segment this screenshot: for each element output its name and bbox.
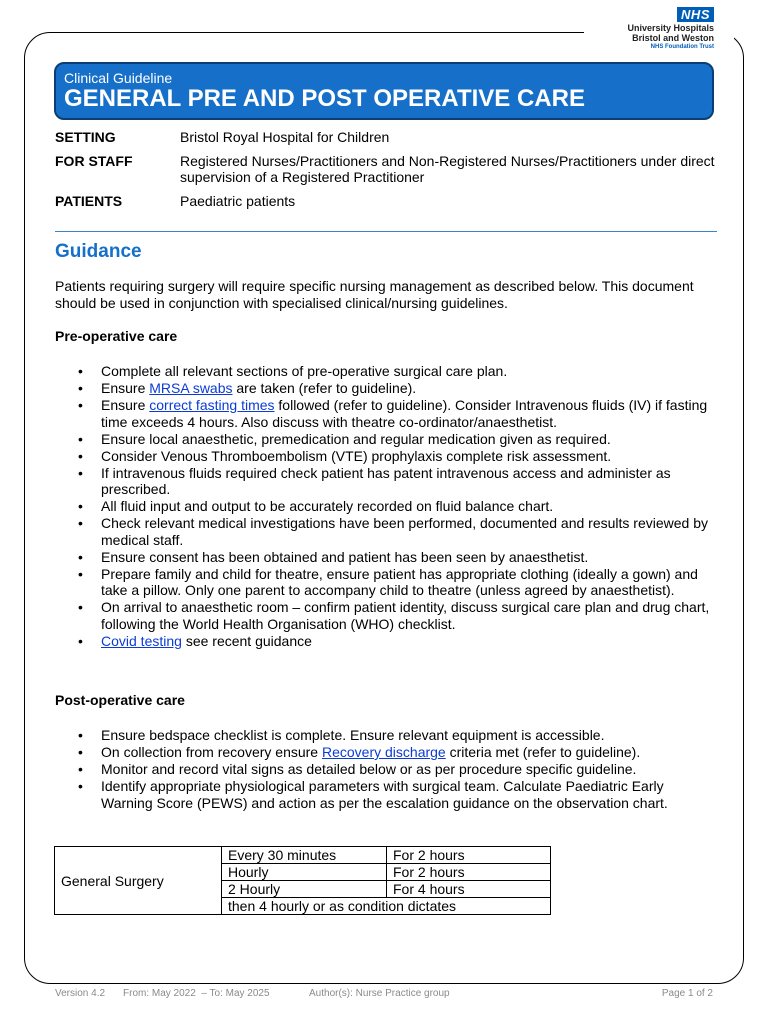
- bullet-icon: •: [78, 397, 83, 413]
- table-cell-duration: For 2 hours: [387, 864, 551, 881]
- meta-key: FOR STAFF: [55, 153, 133, 169]
- guidance-intro: Patients requiring surgery will require specific nursing management as described below. This document should be used in conjunction with specialised clinical/nursing guidelines.: [55, 278, 694, 311]
- item-text: If intravenous fluids required check patient has patent intravenous access and administer as prescribed.: [101, 464, 671, 497]
- pre-op-list: [56, 363, 718, 650]
- item-text: Complete all relevant sections of pre-operative surgical care plan.: [101, 363, 508, 379]
- list-item: [56, 515, 718, 548]
- banner-subtitle: Clinical Guideline: [64, 70, 173, 86]
- list-item: [56, 778, 718, 811]
- guidance-heading: Guidance: [55, 241, 142, 262]
- bullet-icon: •: [78, 565, 83, 582]
- table-cell-category: General Surgery: [55, 847, 222, 915]
- item-text: Ensure: [101, 397, 150, 413]
- bullet-icon: •: [78, 430, 83, 447]
- meta-key: SETTING: [55, 129, 116, 145]
- item-text: Ensure: [101, 380, 150, 396]
- item-text: criteria met (refer to guideline).: [445, 744, 641, 760]
- bullet-icon: •: [78, 447, 83, 464]
- table-row: [55, 847, 551, 864]
- logo-line-3: NHS Foundation Trust: [650, 44, 714, 50]
- list-item: [56, 380, 718, 397]
- pre-op-title: Pre-operative care: [55, 328, 178, 344]
- list-item: [56, 761, 718, 778]
- bullet-icon: •: [78, 632, 83, 649]
- footer-dates: From: May 2022 – To: May 2025: [123, 988, 270, 999]
- bullet-icon: •: [78, 599, 83, 615]
- observation-table: [54, 846, 551, 915]
- item-text: Ensure local anaesthetic, premedication and regular medication given as required.: [101, 430, 611, 447]
- item-text: Monitor and record vital signs as detailed below or as per procedure specific guideline.: [101, 761, 637, 777]
- bullet-icon: •: [78, 727, 83, 743]
- item-text: see recent guidance: [181, 632, 312, 649]
- bullet-icon: •: [78, 464, 83, 481]
- bullet-icon: •: [78, 744, 83, 760]
- item-text: are taken (refer to guideline).: [232, 380, 417, 396]
- recovery-discharge-link[interactable]: Recovery discharge: [321, 744, 446, 760]
- bullet-icon: •: [78, 498, 83, 514]
- bullet-icon: •: [78, 548, 83, 565]
- item-text: On collection from recovery ensure: [101, 744, 322, 760]
- section-divider: [55, 231, 717, 232]
- post-op-list: [56, 727, 718, 812]
- meta-value: Registered Nurses/Practitioners and Non-Registered Nurses/Practitioners under direct supervision of a Registered Practitioner: [180, 153, 715, 185]
- item-text: Consider Venous Thromboembolism (VTE) prophylaxis complete risk assessment.: [101, 447, 612, 464]
- bullet-icon: •: [78, 778, 83, 794]
- list-item: [56, 465, 718, 498]
- bullet-icon: •: [78, 380, 83, 396]
- item-text: On arrival to anaesthetic room – confirm patient identity, discuss surgical care plan and drug chart, following the World Health Organisation (WHO) checklist.: [101, 599, 710, 632]
- bullet-icon: •: [78, 515, 83, 531]
- table-cell-duration: For 2 hours: [387, 847, 551, 864]
- list-item: [56, 549, 718, 566]
- item-text: Identify appropriate physiological parameters with surgical team. Calculate Paediatric Early Warning Score (PEWS) and action as per the escalation guidance on the observation chart.: [101, 778, 668, 811]
- footer-version: Version 4.2: [55, 988, 106, 999]
- logo-line-2: Bristol and Weston: [632, 33, 714, 43]
- list-item: [56, 599, 718, 632]
- title-banner: [54, 62, 714, 120]
- list-item: [56, 744, 718, 761]
- meta-value: Bristol Royal Hospital for Children: [180, 129, 390, 145]
- footer-page: Page 1 of 2: [661, 988, 713, 999]
- table-cell-frequency: Every 30 minutes: [222, 847, 387, 864]
- list-item: [56, 727, 718, 744]
- logo-line-1: University Hospitals: [627, 23, 714, 33]
- item-text: Ensure bedspace checklist is complete. Ensure relevant equipment is accessible.: [101, 727, 605, 743]
- table-cell-frequency: 2 Hourly: [222, 881, 387, 898]
- mrsa-swabs-link[interactable]: MRSA swabs: [149, 380, 233, 396]
- list-item: [56, 498, 718, 515]
- item-text: Check relevant medical investigations have been performed, documented and results reviewed by medical staff.: [101, 515, 709, 548]
- page-title: GENERAL PRE AND POST OPERATIVE CARE: [64, 85, 585, 112]
- post-op-title: Post-operative care: [55, 692, 185, 708]
- list-item: [56, 397, 718, 430]
- list-item: [56, 448, 718, 465]
- list-item: [56, 431, 718, 448]
- table-cell-final: then 4 hourly or as condition dictates: [222, 898, 551, 915]
- table-cell-frequency: Hourly: [222, 864, 387, 881]
- list-item: [56, 363, 718, 380]
- item-text: All fluid input and output to be accurately recorded on fluid balance chart.: [101, 498, 554, 514]
- fasting-times-link[interactable]: correct fasting times: [149, 397, 275, 413]
- footer-authors: Author(s): Nurse Practice group: [309, 988, 450, 999]
- covid-testing-link[interactable]: Covid testing: [101, 632, 182, 649]
- item-text: Prepare family and child for theatre, ensure patient has appropriate clothing (ideally a gown) and take a pillow. Only one parent to accompany child to theatre (unless agreed by anaesthetist).: [101, 565, 698, 598]
- bullet-icon: •: [78, 363, 83, 379]
- item-text: followed (refer to guideline). Consider Intravenous fluids (IV) if fasting time exceeds 4 hours. Also discuss with theatre co-ordinator/anaesthetist.: [101, 397, 708, 430]
- nhs-logo: [627, 7, 714, 50]
- item-text: Ensure consent has been obtained and patient has been seen by anaesthetist.: [101, 548, 589, 565]
- meta-value: Paediatric patients: [180, 193, 296, 209]
- table-cell-duration: For 4 hours: [387, 881, 551, 898]
- list-item: [56, 566, 718, 599]
- nhs-badge: NHS: [677, 7, 714, 22]
- meta-key: PATIENTS: [55, 193, 123, 209]
- list-item: [56, 633, 718, 650]
- bullet-icon: •: [78, 761, 83, 777]
